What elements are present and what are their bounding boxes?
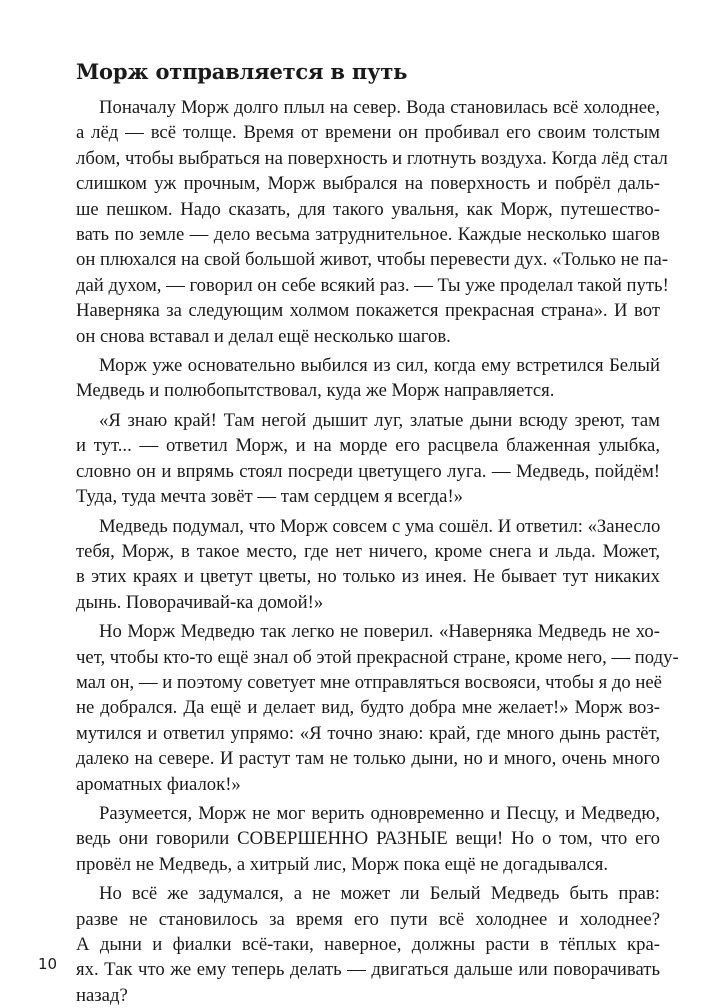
paragraph: [76, 95, 669, 349]
text-line: лбом, чтобы выбраться на поверхность и глотнуть воздуха. Когда лёд стал: [76, 147, 668, 169]
text-line: назад?: [76, 984, 128, 1006]
text-line: и тут... — ответил Морж, и на морде его расцвела блаженная улыбка,: [76, 435, 660, 457]
chapter-title: Морж отправляется в путь: [76, 59, 408, 84]
text-line: дай духом, — говорил он себе всякий раз. — Ты уже проделал такой путь!: [76, 274, 669, 296]
text-line: провёл не Медведь, а хитрый лис, Морж пока ещё не догадывался.: [76, 853, 609, 875]
paragraph: [76, 801, 660, 877]
text-line: Поначалу Морж долго плыл на север. Вода становилась всё холоднее,: [99, 97, 660, 118]
text-line: Медведь и полюбопытствовал, куда же Морж направляется.: [76, 380, 555, 402]
text-line: ях. Так что же ему теперь делать — двигаться дальше или поворачивать: [76, 959, 660, 981]
paragraph: [76, 408, 660, 510]
text-line: в этих краях и цветут цветы, но только из инея. Не бывает тут никаких: [76, 566, 660, 588]
text-line: далеко на севере. И растут там не только дыни, но и много, очень много: [76, 748, 660, 770]
text-line: мутился и ответил упрямо: «Я точно знаю: край, где много дынь растёт,: [76, 722, 660, 744]
text-line: ше пешком. Надо сказать, для такого увальня, как Морж, путешество-: [76, 198, 660, 220]
text-line: чет, чтобы кто-то ещё знал об этой прекрасной стране, кроме него, — поду-: [76, 646, 679, 668]
text-line: ведь они говорили СОВЕРШЕННО РАЗНЫЕ вещи! Но о том, что его: [76, 828, 660, 850]
text-line: Туда, туда мечта зовёт — там сердцем я всегда!»: [76, 486, 464, 508]
text-line: Но Морж Медведю так легко не поверил. «Наверняка Медведь не хо-: [99, 621, 660, 643]
text-line: не добрался. Да ещё и делает вид, будто добра мне желает!» Морж воз-: [76, 697, 660, 719]
text-line: Наверняка за следующим холмом покажется прекрасная страна». И вот: [76, 300, 660, 322]
paragraph: [76, 514, 660, 616]
text-line: слишком уж прочным, Морж выбрался на поверхность и побрёл даль-: [76, 173, 660, 195]
text-line: Но всё же задумался, а не может ли Белый Медведь быть прав:: [99, 883, 660, 905]
paragraph: [76, 619, 679, 797]
text-line: дынь. Поворачивай-ка домой!»: [76, 591, 324, 613]
text-line: мал он, — и поэтому советует мне отправляться восвояси, чтобы я до неё: [76, 671, 662, 693]
text-line: «Я знаю край! Там негой дышит луг, златые дыни всюду зреют, там: [99, 409, 660, 431]
text-line: разве не становилось за время его пути всё холоднее и холоднее?: [76, 908, 660, 930]
text-line: тебя, Морж, в такое место, где нет ничего, кроме снега и льда. Может,: [76, 540, 660, 562]
text-line: Медведь подумал, что Морж совсем с ума сошёл. И ответил: «Занесло: [99, 515, 661, 537]
text-line: Разумеется, Морж не мог верить одновременно и Песцу, и Медведю,: [99, 802, 660, 824]
page-number: 10: [38, 955, 58, 973]
text-line: Морж уже основательно выбился из сил, когда ему встретился Белый: [99, 355, 660, 377]
text-line: он снова вставал и делал ещё несколько шагов.: [76, 325, 451, 347]
paragraph: [76, 353, 660, 404]
text-line: он плюхался на свой большой живот, чтобы перевести дух. «Только не па-: [76, 249, 669, 271]
text-line: А дыни и фиалки всё-таки, наверное, должны расти в тёплых кра-: [76, 934, 660, 955]
text-line: вать по земле — дело весьма затруднительное. Каждые несколько шагов: [76, 224, 660, 246]
paragraph: [76, 881, 660, 1008]
text-line: ароматных фиалок!»: [76, 773, 241, 795]
text-line: а лёд — всё толще. Время от времени он пробивал его своим толстым: [76, 122, 660, 144]
text-line: словно он и впрямь стоял посреди цветущего луга. — Медведь, пойдём!: [76, 460, 660, 482]
chapter-body: [76, 95, 679, 1008]
